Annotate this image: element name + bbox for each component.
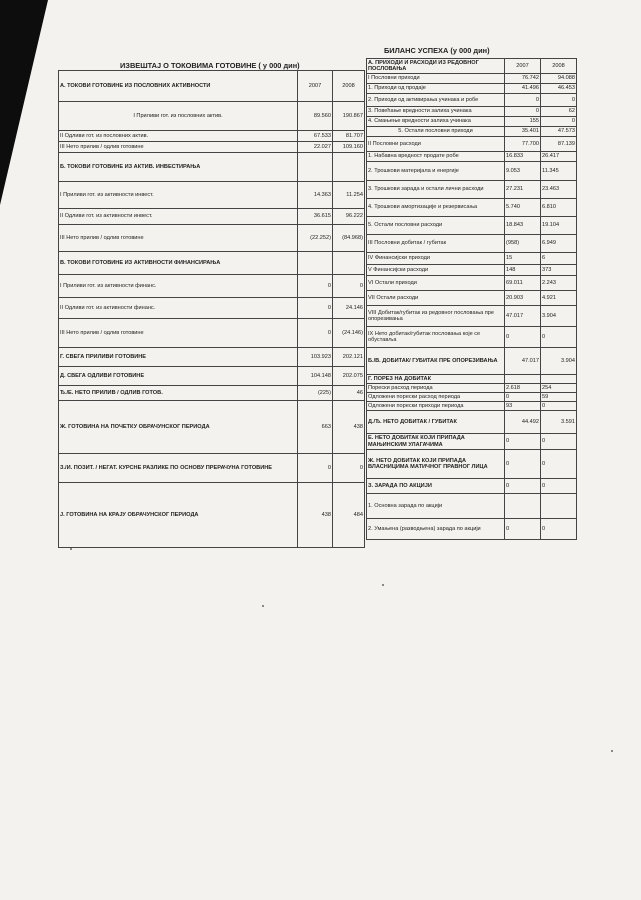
value-2007: 44.492 (505, 411, 541, 434)
value-2008 (333, 252, 365, 275)
value-2008: 0 (541, 479, 577, 494)
row-label: 3. Повећање вредности залиха учинака (367, 107, 505, 117)
row-label: 1. Приходи од продаје (367, 84, 505, 94)
row-label: II Одливи гот. из пословних актив. (59, 131, 298, 142)
row-label: 5. Остали пословни расходи (367, 217, 505, 235)
value-2007: 9.053 (505, 162, 541, 181)
row-label: I Пословни приходи (367, 74, 505, 84)
table-row (367, 59, 577, 74)
value-2008: 0 (541, 327, 577, 348)
value-2007 (505, 494, 541, 519)
value-2007: 0 (505, 434, 541, 450)
table-row (367, 411, 577, 434)
value-2007: 0 (505, 107, 541, 117)
value-2007: 67.533 (298, 131, 333, 142)
value-2008: 59 (541, 393, 577, 402)
value-2007 (298, 153, 333, 182)
row-label: VII Остали расходи (367, 291, 505, 306)
value-2007: 76.742 (505, 74, 541, 84)
value-2008: (24.146) (333, 319, 365, 348)
table-row (367, 291, 577, 306)
value-2007: 438 (298, 483, 333, 548)
value-2008: 0 (541, 117, 577, 127)
table-row (59, 225, 365, 252)
row-label: Одложени порески расход периода (367, 393, 505, 402)
table-row (367, 479, 577, 494)
row-label: Порески расход периода (367, 384, 505, 393)
cash-flow-table (58, 70, 365, 548)
value-2008: 254 (541, 384, 577, 393)
row-label: З. ЗАРАДА ПО АКЦИЈИ (367, 479, 505, 494)
value-2008: 4.921 (541, 291, 577, 306)
table-row (367, 393, 577, 402)
value-2008: 484 (333, 483, 365, 548)
value-2008: 46.453 (541, 84, 577, 94)
row-label: II Одливи гот. из активности финанс. (59, 298, 298, 319)
value-2007: (958) (505, 235, 541, 253)
value-2008: 109.160 (333, 142, 365, 153)
value-2008: 0 (541, 519, 577, 540)
value-2007: (22.252) (298, 225, 333, 252)
value-2008: 3.904 (541, 348, 577, 375)
value-2008: 373 (541, 265, 577, 276)
value-2008: 6.949 (541, 235, 577, 253)
table-row (59, 367, 365, 386)
table-row (367, 402, 577, 411)
table-row (367, 94, 577, 107)
value-2007: 0 (298, 319, 333, 348)
value-2008: 81.707 (333, 131, 365, 142)
table-row (367, 84, 577, 94)
table-row (367, 384, 577, 393)
value-2007: 0 (505, 94, 541, 107)
row-label: 4. Смањење вредности залиха учинака (367, 117, 505, 127)
value-2007: 103.923 (298, 348, 333, 367)
value-2008: 438 (333, 401, 365, 454)
row-label: Ж. ГОТОВИНА НА ПОЧЕТКУ ОБРАЧУНСКОГ ПЕРИОДА (59, 401, 298, 454)
table-row (59, 348, 365, 367)
row-label: 1. Основна зарада по акцији (367, 494, 505, 519)
row-label: В. ТОКОВИ ГОТОВИНЕ ИЗ АКТИВНОСТИ ФИНАНСИРАЊА (59, 252, 298, 275)
value-2007: 5.740 (505, 199, 541, 217)
value-2007: 93 (505, 402, 541, 411)
table-row (367, 152, 577, 162)
table-row (59, 153, 365, 182)
value-2007: 69.011 (505, 276, 541, 291)
value-2008: 0 (333, 454, 365, 483)
row-label: V Финансијски расходи (367, 265, 505, 276)
value-2007: 0 (298, 298, 333, 319)
value-2008: 202.121 (333, 348, 365, 367)
value-2007: 47.017 (505, 306, 541, 327)
row-label: Ж. НЕТО ДОБИТАК КОЈИ ПРИПАДА ВЛАСНИЦИМА МАТИЧНОГ ПРАВНОГ ЛИЦА (367, 450, 505, 479)
value-2007: 0 (505, 519, 541, 540)
row-label: Одложени порески приходи периода (367, 402, 505, 411)
value-2007: 663 (298, 401, 333, 454)
row-label: III Нето прилив / одлив готовине (59, 142, 298, 153)
value-2008: 96.222 (333, 209, 365, 225)
value-2008: 0 (541, 434, 577, 450)
table-row (59, 483, 365, 548)
row-label: 1. Набавна вредност продате робе (367, 152, 505, 162)
value-2008: 23.463 (541, 181, 577, 199)
table-row (59, 142, 365, 153)
value-2007: 0 (298, 454, 333, 483)
table-row (367, 127, 577, 137)
table-row (59, 401, 365, 454)
value-2008: 6 (541, 253, 577, 265)
value-2008: 0 (541, 450, 577, 479)
value-2007: (225) (298, 386, 333, 401)
table-row (367, 117, 577, 127)
cash-flow-title: ИЗВЕШТАЈ О ТОКОВИМА ГОТОВИНЕ ( у 000 дин) (120, 61, 300, 70)
value-2007 (298, 252, 333, 275)
row-label: III Нето прилив / одлив готовине (59, 225, 298, 252)
table-row (367, 276, 577, 291)
column-header-2008: 2008 (541, 59, 577, 74)
table-row (367, 375, 577, 384)
row-label: А. ТОКОВИ ГОТОВИНЕ ИЗ ПОСЛОВНИХ АКТИВНОСТИ (59, 71, 298, 102)
row-label: III Пословни добитак / губитак (367, 235, 505, 253)
row-label: I Приливи гот. из активности финанс. (59, 275, 298, 298)
value-2008 (541, 494, 577, 519)
row-label: IX Нето добитак/губитак пословања које се обуставља (367, 327, 505, 348)
table-row (367, 137, 577, 152)
table-row (367, 348, 577, 375)
scan-speck (611, 750, 613, 752)
value-2007: 155 (505, 117, 541, 127)
column-header-2007: 2007 (505, 59, 541, 74)
row-label: Ј. ГОТОВИНА НА КРАЈУ ОБРАЧУНСКОГ ПЕРИОДА (59, 483, 298, 548)
table-row (59, 182, 365, 209)
table-row (59, 275, 365, 298)
table-row (367, 235, 577, 253)
row-label: Б. ТОКОВИ ГОТОВИНЕ ИЗ АКТИВ. ИНВЕСТИРАЊА (59, 153, 298, 182)
row-label: 2. Умањена (разводњена) зарада по акцији (367, 519, 505, 540)
value-2007: 18.843 (505, 217, 541, 235)
row-label: З./И. ПОЗИТ. / НЕГАТ. КУРСНЕ РАЗЛИКЕ ПО ОСНОВУ ПРЕРАЧУНА ГОТОВИНЕ (59, 454, 298, 483)
value-2008: 46 (333, 386, 365, 401)
table-row (59, 454, 365, 483)
value-2008: 202.075 (333, 367, 365, 386)
table-row (59, 319, 365, 348)
row-label: Г. ПОРЕЗ НА ДОБИТАК (367, 375, 505, 384)
row-label: 2. Трошкови материјала и енергије (367, 162, 505, 181)
scan-shadow-corner (0, 0, 48, 205)
table-row (367, 494, 577, 519)
table-row (367, 450, 577, 479)
table-row (367, 265, 577, 276)
value-2007: 77.700 (505, 137, 541, 152)
value-2008: 87.139 (541, 137, 577, 152)
value-2008: 24.146 (333, 298, 365, 319)
value-2007: 47.017 (505, 348, 541, 375)
table-row (367, 162, 577, 181)
scan-speck (70, 548, 72, 550)
table-row (59, 386, 365, 401)
row-label: Д./Ђ. НЕТО ДОБИТАК / ГУБИТАК (367, 411, 505, 434)
table-row (367, 199, 577, 217)
table-row (367, 74, 577, 84)
table-row (59, 71, 365, 102)
value-2007: 2.618 (505, 384, 541, 393)
row-label: Б./В. ДОБИТАК/ ГУБИТАК ПРЕ ОПОРЕЗИВАЊА (367, 348, 505, 375)
row-label: II Пословни расходи (367, 137, 505, 152)
table-row (367, 107, 577, 117)
column-header-2008: 2008 (333, 71, 365, 102)
table-row (59, 102, 365, 131)
row-label: Д. СВЕГА ОДЛИВИ ГОТОВИНЕ (59, 367, 298, 386)
row-label: VIII Добитак/губитак из редовног пословања пре опорезивања (367, 306, 505, 327)
value-2008: 6.810 (541, 199, 577, 217)
value-2008: 26.417 (541, 152, 577, 162)
value-2007: 20.903 (505, 291, 541, 306)
row-label: VI Остали приходи (367, 276, 505, 291)
value-2008: 94.088 (541, 74, 577, 84)
value-2008: 3.904 (541, 306, 577, 327)
row-label: Ђ./Е. НЕТО ПРИЛИВ / ОДЛИВ ГОТОВ. (59, 386, 298, 401)
scan-speck (262, 605, 264, 607)
value-2007: 0 (298, 275, 333, 298)
value-2008: 2.243 (541, 276, 577, 291)
value-2008: 190.867 (333, 102, 365, 131)
row-label: I Приливи гот. из пословних актив. (59, 102, 298, 131)
table-row (59, 209, 365, 225)
table-row (367, 181, 577, 199)
value-2007: 36.615 (298, 209, 333, 225)
table-row (367, 253, 577, 265)
value-2007: 0 (505, 393, 541, 402)
value-2007 (505, 375, 541, 384)
value-2007: 35.401 (505, 127, 541, 137)
value-2008: (84.968) (333, 225, 365, 252)
value-2008: 47.573 (541, 127, 577, 137)
value-2007: 15 (505, 253, 541, 265)
value-2008 (333, 153, 365, 182)
table-row (367, 434, 577, 450)
row-label: Г. СВЕГА ПРИЛИВИ ГОТОВИНЕ (59, 348, 298, 367)
row-label: А. ПРИХОДИ И РАСХОДИ ИЗ РЕДОВНОГ ПОСЛОВАЊА (367, 59, 505, 74)
value-2008: 3.591 (541, 411, 577, 434)
value-2008: 19.104 (541, 217, 577, 235)
table-row (367, 306, 577, 327)
table-row (59, 252, 365, 275)
value-2007: 0 (505, 327, 541, 348)
value-2007: 14.363 (298, 182, 333, 209)
table-row (367, 217, 577, 235)
value-2007: 16.833 (505, 152, 541, 162)
scan-speck (382, 584, 384, 586)
value-2007: 0 (505, 450, 541, 479)
value-2007: 22.027 (298, 142, 333, 153)
value-2008: 62 (541, 107, 577, 117)
row-label: 2. Приходи од активирања учинака и робе (367, 94, 505, 107)
value-2007: 89.560 (298, 102, 333, 131)
table-row (367, 327, 577, 348)
row-label: III Нето прилив / одлив готовине (59, 319, 298, 348)
value-2008: 0 (541, 94, 577, 107)
value-2007: 27.231 (505, 181, 541, 199)
table-row (367, 519, 577, 540)
value-2007: 41.496 (505, 84, 541, 94)
value-2008 (541, 375, 577, 384)
value-2008: 0 (541, 402, 577, 411)
row-label: Е. НЕТО ДОБИТАК КОЈИ ПРИПАДА МАЊИНСКИМ УЛАГАЧИМА (367, 434, 505, 450)
row-label: IV Финансијски приходи (367, 253, 505, 265)
value-2007: 0 (505, 479, 541, 494)
row-label: II Одливи гот. из активности инвест. (59, 209, 298, 225)
value-2007: 104.148 (298, 367, 333, 386)
column-header-2007: 2007 (298, 71, 333, 102)
table-row (59, 298, 365, 319)
value-2008: 11.345 (541, 162, 577, 181)
row-label: I Приливи гот. из активности инвест. (59, 182, 298, 209)
income-statement-title: БИЛАНС УСПЕХА (у 000 дин) (384, 46, 490, 55)
value-2008: 11.254 (333, 182, 365, 209)
income-statement-table (366, 58, 577, 540)
table-row (59, 131, 365, 142)
row-label: 5. Остали пословни приходи (367, 127, 505, 137)
row-label: 3. Трошкови зарада и остали лични расходи (367, 181, 505, 199)
value-2007: 148 (505, 265, 541, 276)
row-label: 4. Трошкови амортизације и резервисања (367, 199, 505, 217)
value-2008: 0 (333, 275, 365, 298)
